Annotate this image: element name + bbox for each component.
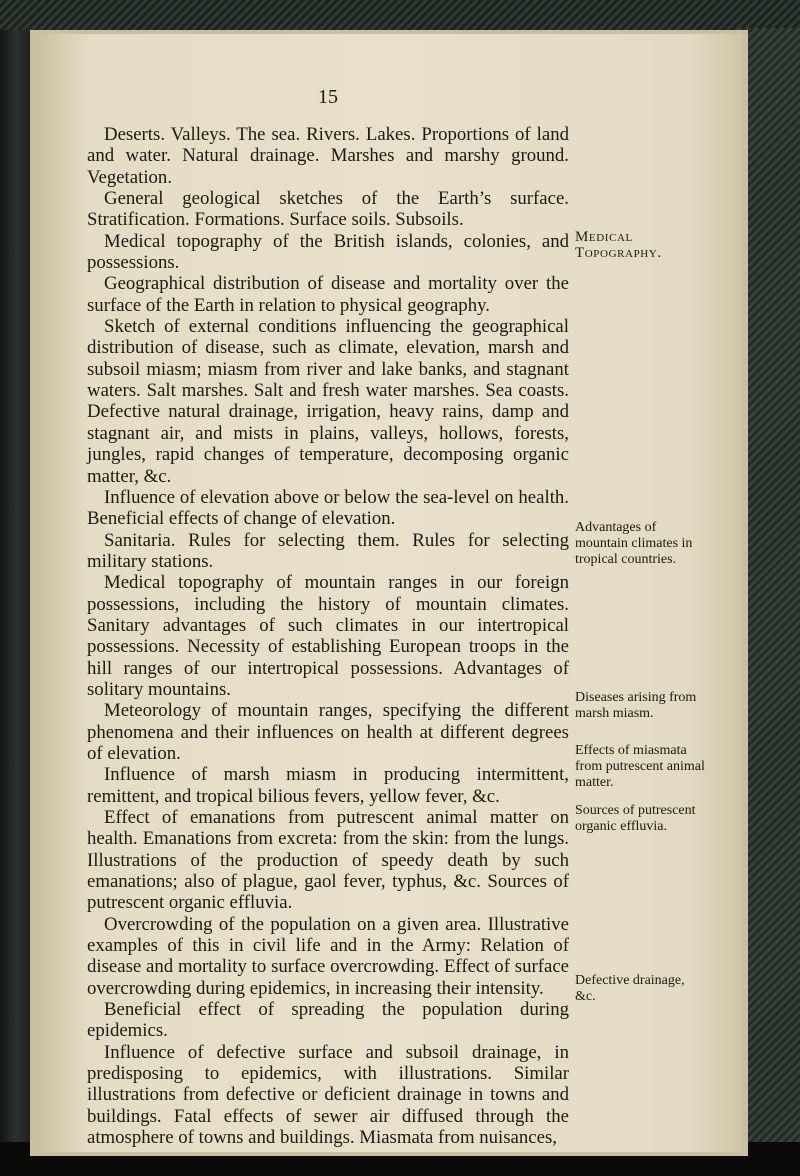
paragraph-deserts: Deserts. Valleys. The sea. Rivers. Lakes. Proportions of land and water. Natural drainage. Marshes and marshy ground. Vegetation. — [87, 124, 569, 188]
paragraph-geographical-distribution: Geographical distribution of disease and mortality over the surface of the Earth in relation to physical geography. — [87, 273, 569, 316]
margin-note-advantages-mountain: Advantages of mountain climates in tropical countries. — [575, 520, 693, 567]
page-number: 15 — [318, 86, 338, 108]
paragraph-elevation: Influence of elevation above or below the sea-level on health. Beneficial effects of change of elevation. — [87, 486, 569, 530]
margin-note-effects-miasmata: Effects of miasmata from putrescent animal matter. — [575, 743, 705, 790]
paragraph-defective-drainage: Influence of defective surface and subsoil drainage, in predisposing to epidemics, with illustrations. Similar illustrations from defective or deficient drainage in towns and buildings. Fatal effects of sewer air diffused through the atmosphere of towns and buildings. Miasmata from nuisances, — [87, 1041, 569, 1149]
paragraph-geological: General geological sketches of the Earth’s surface. Stratification. Formations. Surface soils. Subsoils. — [87, 188, 569, 231]
margin-note-sources-putrescent: Sources of putrescent organic effluvia. — [575, 803, 696, 834]
margin-note-medical-topography: Medical Topography. — [575, 229, 662, 261]
paragraph-mountain-ranges: Medical topography of mountain ranges in our foreign possessions, including the history of mountain climates. Sanitary advantages of such climates in our intertropical possessions. Necessity of establishing European troops in the hill ranges of our intertropical possessions. Advantages of solitary mountains. — [87, 572, 569, 700]
paragraph-external-conditions: Sketch of external conditions influencing the geographical distribution of disease, such as climate, elevation, marsh and subsoil miasm; miasm from river and lake banks, and stagnant waters. Salt marshes. Salt and fresh water marshes. Sea coasts. Defective natural drainage, irrigation, heavy rains, damp and stagnant air, and mists in plains, valleys, hollows, forests, jungles, rapid changes of temperature, decomposing organic matter, &c. — [87, 316, 569, 487]
paragraph-marsh-miasm: Influence of marsh miasm in producing intermittent, remittent, and tropical bilious fevers, yellow fever, &c. — [87, 764, 569, 807]
paragraph-emanations: Effect of emanations from putrescent animal matter on health. Emanations from excreta: from the skin: from the lungs. Illustrations of the production of speedy death by such emanations; also of plague, gaol fever, typhus, &c. Sources of putrescent organic effluvia. — [87, 807, 569, 914]
margin-note-diseases-marsh: Diseases arising from marsh miasm. — [575, 690, 697, 721]
paragraph-sanitaria: Sanitaria. Rules for selecting them. Rules for selecting military stations. — [87, 529, 569, 572]
paragraph-spreading-population: Beneficial effect of spreading the population during epidemics. — [87, 999, 569, 1042]
body-text — [87, 124, 569, 1149]
margin-note-defective-drainage: Defective drainage, &c. — [575, 973, 685, 1004]
paragraph-meteorology: Meteorology of mountain ranges, specifying the different phenomena and their influences on health at different degrees of elevation. — [87, 700, 569, 764]
paragraph-overcrowding: Overcrowding of the population on a given area. Illustrative examples of this in civil life and in the Army: Relation of disease and mortality to surface overcrowding. Effect of surface overcrowding during epidemics, in increasing their intensity. — [87, 913, 569, 999]
paragraph-medical-topography: Medical topography of the British islands, colonies, and possessions. — [87, 230, 569, 274]
